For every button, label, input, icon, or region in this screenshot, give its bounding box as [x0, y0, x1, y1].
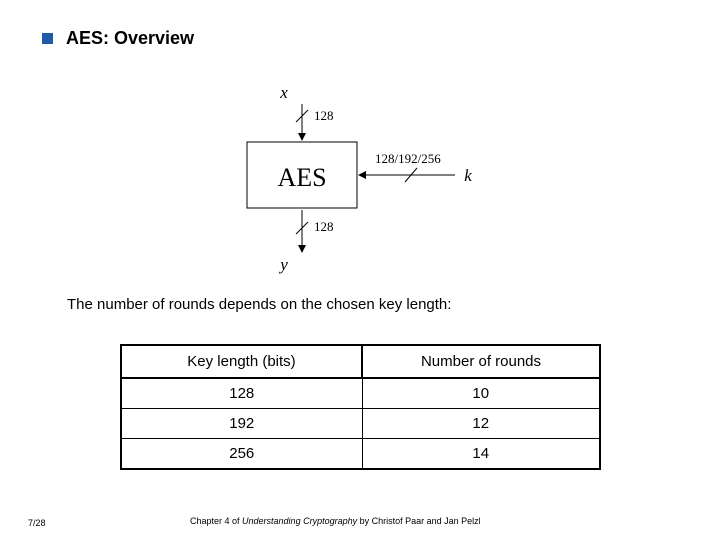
table-header-row [121, 345, 600, 378]
table-row [121, 409, 600, 439]
footer-text-after: by Christof Paar and Jan Pelzl [357, 516, 481, 526]
output-width-label: 128 [314, 219, 334, 234]
key-length-cell: 192 [121, 409, 362, 439]
aes-box-label: AES [277, 163, 327, 192]
rounds-intro-text: The number of rounds depends on the chosen key length: [67, 296, 452, 313]
footer-book-title: Understanding Cryptography [242, 516, 358, 526]
header-number-of-rounds: Number of rounds [362, 345, 600, 378]
page-number: 7/28 [28, 518, 46, 528]
slide-title: AES: Overview [66, 27, 195, 48]
key-length-cell: 256 [121, 439, 362, 470]
rounds-cell: 10 [362, 378, 600, 409]
rounds-cell: 12 [362, 409, 600, 439]
input-width-label: 128 [314, 108, 334, 123]
footer-citation [190, 516, 481, 526]
rounds-cell: 14 [472, 445, 490, 462]
key-k-label: k [464, 166, 472, 185]
output-y-label: y [280, 255, 288, 274]
input-x-label: x [280, 83, 288, 102]
key-length-cell: 128 [121, 378, 362, 409]
table-row [121, 378, 600, 409]
header-key-length: Key length (bits) [121, 345, 362, 378]
table-row [121, 439, 600, 470]
rounds-table [120, 344, 601, 470]
footer-text-before: Chapter 4 of [190, 516, 243, 526]
key-width-label: 128/192/256 [375, 151, 441, 166]
